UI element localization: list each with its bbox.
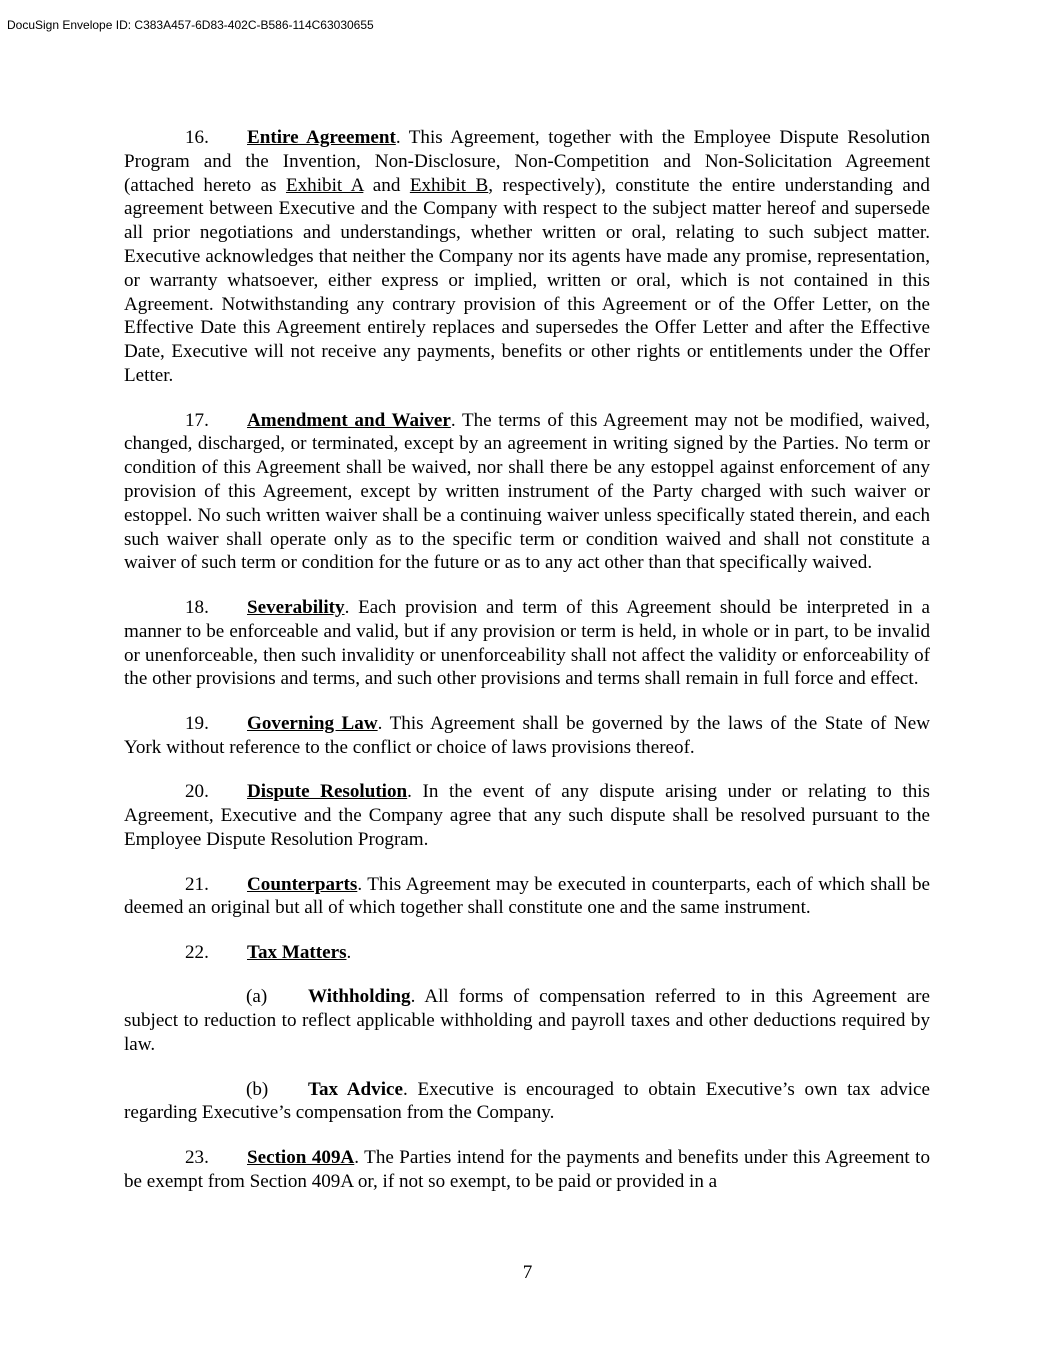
exhibit-a-reference: Exhibit A bbox=[285, 174, 364, 196]
section-number: 18. bbox=[185, 596, 209, 618]
section-text: . bbox=[346, 941, 352, 963]
section-text: and bbox=[363, 174, 410, 196]
section-20 bbox=[124, 780, 930, 851]
subsection-heading: Withholding bbox=[308, 986, 411, 1008]
section-text: . This Agreement may be executed in counterparts, each of which shall be deemed an original but all of which together shall constitute one and the same instrument. bbox=[124, 873, 930, 919]
section-heading: Severability bbox=[247, 596, 345, 618]
section-heading: Entire Agreement bbox=[247, 127, 396, 148]
section-text: . This Agreement, together with the Employee Dispute Resolution Program and the Invention, Non-Disclosure, Non-Competition and Non-Solicitation Agreement (attached hereto as bbox=[124, 127, 930, 196]
section-text: . This Agreement shall be governed by the laws of the State of New York without reference to the conflict or choice of laws provisions thereof. bbox=[124, 712, 930, 758]
section-text: , respectively), constitute the entire understanding and agreement between Executive and the Company with respect to the subject matter hereof and supersede all prior negotiations and understandings, whether written or oral, relating to such subject matter. Executive acknowledges that neither the Company nor its agents have made any promise, representation, or warranty whatsoever, either express or implied, written or oral, which is not contained in this Agreement. Notwithstanding any contrary provision of this Agreement or of the Offer Letter, on the Effective Date this Agreement entirely replaces and supersedes the Offer Letter and after the Effective Date, Executive will not receive any payments, benefits or other rights or entitlements under the Offer Letter. bbox=[124, 174, 930, 386]
section-number: 16. bbox=[185, 127, 209, 148]
subsection-label: (a) bbox=[246, 986, 268, 1008]
section-heading: Tax Matters bbox=[247, 941, 347, 963]
section-heading: Governing Law bbox=[247, 712, 378, 734]
section-text: . Each provision and term of this Agreement should be interpreted in a manner to be enforceable and valid, but if any provision or term is held, in whole or in part, to be invalid or unenforceable, then such invalidity or unenforceability shall not affect the validity or enforceability of the other provisions and terms, and such other provisions and terms shall remain in full force and effect. bbox=[124, 596, 930, 690]
section-number: 22. bbox=[185, 941, 209, 963]
section-16 bbox=[124, 126, 930, 388]
section-heading: Amendment and Waiver bbox=[247, 409, 451, 431]
subsection-heading: Tax Advice bbox=[308, 1078, 403, 1100]
section-22b bbox=[124, 1078, 930, 1126]
exhibit-b-reference: Exhibit B bbox=[409, 174, 489, 196]
section-21 bbox=[124, 873, 930, 921]
subsection-text: . All forms of compensation referred to in this Agreement are subject to reduction to reflect applicable withholding and payroll taxes and other deductions required by law. bbox=[124, 986, 930, 1056]
section-number: 20. bbox=[185, 781, 209, 803]
section-heading: Section 409A bbox=[247, 1147, 355, 1169]
section-23 bbox=[124, 1146, 930, 1194]
section-text: . The Parties intend for the payments and benefits under this Agreement to be exempt from Section 409A or, if not so exempt, to be paid or provided in a bbox=[124, 1147, 930, 1192]
section-22a bbox=[124, 985, 930, 1056]
section-number: 23. bbox=[185, 1147, 209, 1169]
section-text: . In the event of any dispute arising under or relating to this Agreement, Executive and the Company agree that any such dispute shall be resolved pursuant to the Employee Dispute Resolution Program. bbox=[124, 781, 930, 850]
envelope-id: DocuSign Envelope ID: C383A457-6D83-402C-B586-114C63030655 bbox=[7, 18, 374, 32]
section-22 bbox=[124, 941, 930, 965]
page-number: 7 bbox=[522, 1262, 533, 1283]
section-number: 21. bbox=[185, 873, 209, 895]
section-heading: Counterparts bbox=[247, 873, 358, 895]
subsection-label: (b) bbox=[246, 1078, 269, 1100]
section-17 bbox=[124, 409, 930, 576]
section-19 bbox=[124, 712, 930, 760]
section-18 bbox=[124, 596, 930, 691]
section-text: . The terms of this Agreement may not be modified, waived, changed, discharged, or terminated, except by an agreement in writing signed by the Parties. No term or condition of this Agreement shall be waived, nor shall there be any estoppel against enforcement of any provision of this Agreement, except by written instrument of the Party charged with such waiver or estoppel. No such written waiver shall be a continuing waiver unless specifically stated therein, and each such waiver shall operate only as to the specific term or condition waived and shall not constitute a waiver of such term or condition for the future or as to any act other than that specifically waived. bbox=[124, 409, 930, 574]
section-heading: Dispute Resolution bbox=[247, 781, 408, 803]
section-number: 19. bbox=[185, 712, 209, 734]
document-body bbox=[124, 126, 930, 1214]
subsection-text: . Executive is encouraged to obtain Executive’s own tax advice regarding Executive’s compensation from the Company. bbox=[124, 1078, 930, 1124]
section-number: 17. bbox=[185, 409, 209, 431]
